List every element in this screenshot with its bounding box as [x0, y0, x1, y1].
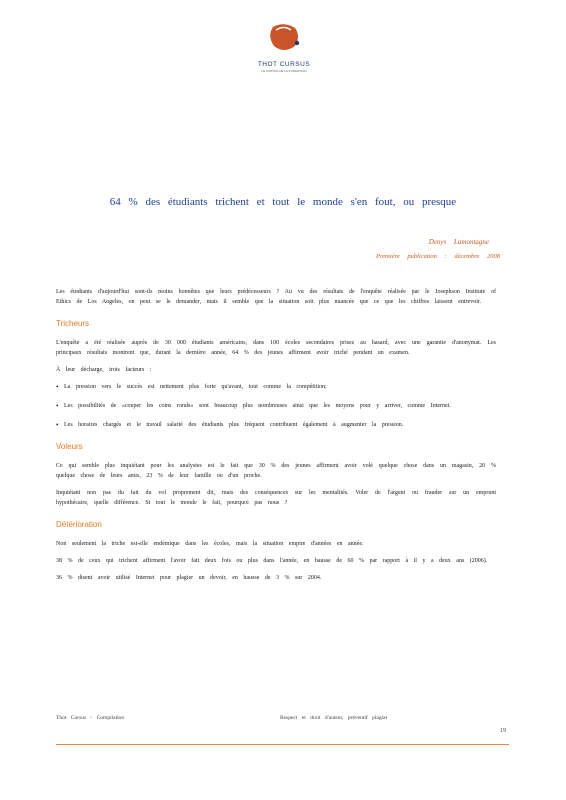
footer-divider: [56, 744, 509, 745]
logo-tagline: LE PORTAIL DE LA FORMATION: [261, 69, 307, 73]
page-number: 19: [500, 728, 506, 734]
footer-subject: Respect et droit d'auteur, préventif plagiat: [280, 715, 388, 721]
intro-paragraph: Les étudiants d'aujourd'hui sont-ils moins honnêtes que leurs prédécesseurs ? Au vu des résultats de l'enquête réalisée par le Josephson Institute of Ethics de Los Angeles, on peut se le demander, mais il semble que la situation soit plus nuancée que ce que les chiffres laissent entrevoir.: [56, 289, 496, 305]
article-title: 64 % des étudiants trichent et tout le monde s'en fout, ou presque: [109, 196, 457, 208]
paragraph: L'enquête a été réalisée auprès de 30 000 étudiants américains, dans 100 écoles secondaires prises au hasard, avec une garantie d'anonymat. Les principaux résultats montrent que, durant la dernière année, 64 % des jeunes affirment avoir triché pendant un examen.: [56, 340, 496, 356]
section-heading-voleurs: Voleurs: [56, 442, 83, 451]
paragraph: Ce qui semble plus inquiétant pour les analystes est le fait que 30 % des jeunes affirment avoir volé quelque chose dans un magasin, 20 % quelque chose de leurs amis, 23 % de leur famille ou d'un proche.: [56, 463, 496, 479]
section-heading-deterioration: Détérioration: [56, 520, 102, 529]
thot-cursus-logo: [253, 22, 315, 77]
factors-list: [56, 382, 496, 430]
list-item: • Les possibilités de «couper les coins ronds» sont beaucoup plus nombreuses ainsi que les moyens pour y arriver, comme Internet.: [56, 401, 496, 411]
section-heading-tricheurs: Tricheurs: [56, 319, 90, 328]
list-item: • La pression vers le succès est nettement plus forte qu'avant, tout comme la compétition;: [56, 382, 496, 392]
logo-wordmark: THOT CURSUS: [257, 61, 311, 68]
paragraph: À leur décharge, trois facteurs :: [56, 367, 152, 373]
list-item: • Les horaires chargés et le travail salarié des étudiants plus fréquent contribuent également à augmenter la pression.: [56, 420, 496, 430]
paragraph: 36 % disent avoir utilisé Internet pour plagier un devoir, en hausse de 3 % sur 2004.: [56, 575, 322, 581]
paragraph: 38 % de ceux qui trichent affirment l'avoir fait deux fois ou plus dans l'année, en hausse de 60 % par rapport à il y a deux ans (2006).: [56, 558, 488, 564]
publication-date: Première publication : décembre 2008: [376, 253, 500, 260]
article-author: Denys Lamontagne: [428, 238, 489, 246]
footer-source: Thot Cursus - Compilation: [56, 715, 125, 721]
article-body: [56, 287, 496, 590]
paragraph: Inquiétant non pas du fait du vol proprement dit, mais des conséquences sur les mentalités. Voler de l'argent ou frauder sur un emprunt hypothécaire, quelle différence. Si tout le monde le fait, pourquoi pas nous ?: [56, 490, 496, 506]
paragraph: Non seulement la triche est-elle endémique dans les écoles, mais la situation empire d'années en année.: [56, 541, 364, 547]
thot-logo-icon: [267, 22, 301, 60]
